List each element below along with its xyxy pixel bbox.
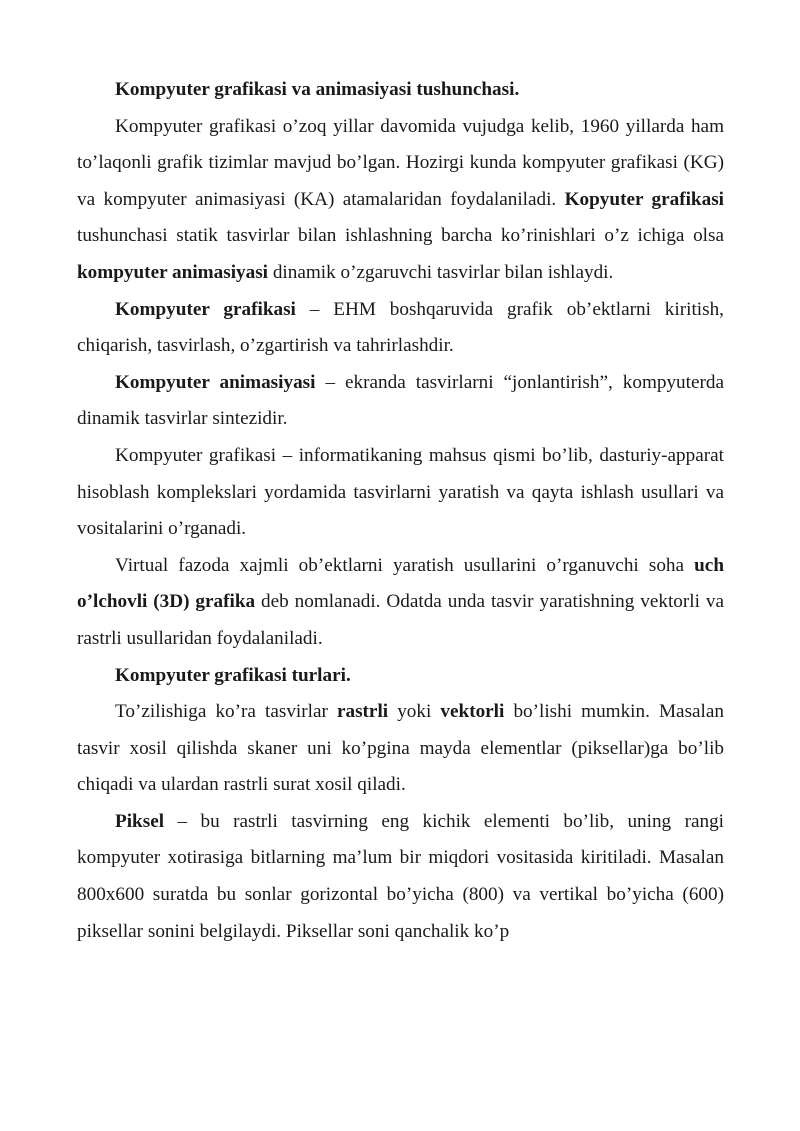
term-rastrli: rastrli <box>336 701 389 723</box>
text-run: – EHM boshqaruvida grafik ob’ektlarni kiritish, chiqarish, tasvirlash, o’zgartirish va tahrirlashdir. <box>77 298 724 357</box>
text-run: To’zilishiga ko’ra tasvirlar <box>115 701 337 723</box>
term-3d-grafika: uch o’lchovli (3D) grafika <box>77 554 724 613</box>
paragraph-definition-kg <box>77 292 724 365</box>
text-run: tushunchasi statik tasvirlar bilan ishlashning barcha ko’rinishlari o’z ichiga olsa <box>77 225 724 247</box>
paragraph-pixel <box>77 804 724 950</box>
text-run: dinamik o’zgaruvchi tasvirlar bilan ishlaydi. <box>268 261 614 283</box>
paragraph-informatics: Kompyuter grafikasi – informatikaning mahsus qismi bo’lib, dasturiy-apparat hisoblash komplekslari yordamida tasvirlarni yaratish va qayta ishlash usullari va vositalarini o’rganadi. <box>77 444 724 540</box>
term-kopyuter-grafikasi: Kopyuter grafikasi <box>564 188 724 210</box>
paragraph-raster-vector <box>77 694 724 804</box>
text-run: – bu rastrli tasvirning eng kichik elementi bo’lib, uning rangi kompyuter xotirasiga bitlarning ma’lum bir miqdori vositasida kiritiladi. Masalan 800x600 suratda bu sonlar gorizontal bo’yicha (800) va vertikal bo’yicha (600) piksellar sonini belgilaydi. Piksellar soni qanchalik ko’p <box>77 810 724 942</box>
document-body <box>77 72 724 950</box>
section-heading-kg-animation: Kompyuter grafikasi va animasiyasi tushunchasi. <box>115 79 520 100</box>
text-run: Virtual fazoda xajmli ob’ektlarni yaratish usullarini o’rganuvchi soha <box>115 554 695 576</box>
text-run: yoki <box>388 701 441 723</box>
text-run: bo’lishi mumkin. Masalan tasvir xosil qilishda skaner uni ko’pgina mayda elementlar (piksellar)ga bo’lib chiqadi va ulardan rastrli surat xosil qiladi. <box>77 701 724 796</box>
paragraph-definition-ka <box>77 365 724 438</box>
text-run: deb nomlanadi. Odatda unda tasvir yaratishning vektorli va rastrli usullaridan foydalaniladi. <box>77 591 724 649</box>
term-kompyuter-animasiyasi: Kompyuter animasiyasi <box>115 371 316 393</box>
text-run: – ekranda tasvirlarni “jonlantirish”, kompyuterda dinamik tasvirlar sintezidir. <box>77 371 724 430</box>
text-run: Kompyuter grafikasi o’zoq yillar davomida vujudga kelib, 1960 yillarda ham to’laqonli grafik tizimlar mavjud bo’lgan. Hozirgi kunda kompyuter grafikasi (KG) va kompyuter animasiyasi (KA) atamalaridan foydalaniladi. <box>77 115 724 210</box>
section-heading-kg-types: Kompyuter grafikasi turlari. <box>115 664 351 686</box>
paragraph-intro <box>77 109 724 292</box>
paragraph-3d <box>77 548 724 658</box>
term-vektorli: vektorli <box>440 701 505 723</box>
term-kompyuter-animasiyasi: kompyuter animasiyasi <box>77 261 269 283</box>
term-kompyuter-grafikasi: Kompyuter grafikasi <box>115 298 296 320</box>
term-piksel: Piksel <box>115 810 165 832</box>
